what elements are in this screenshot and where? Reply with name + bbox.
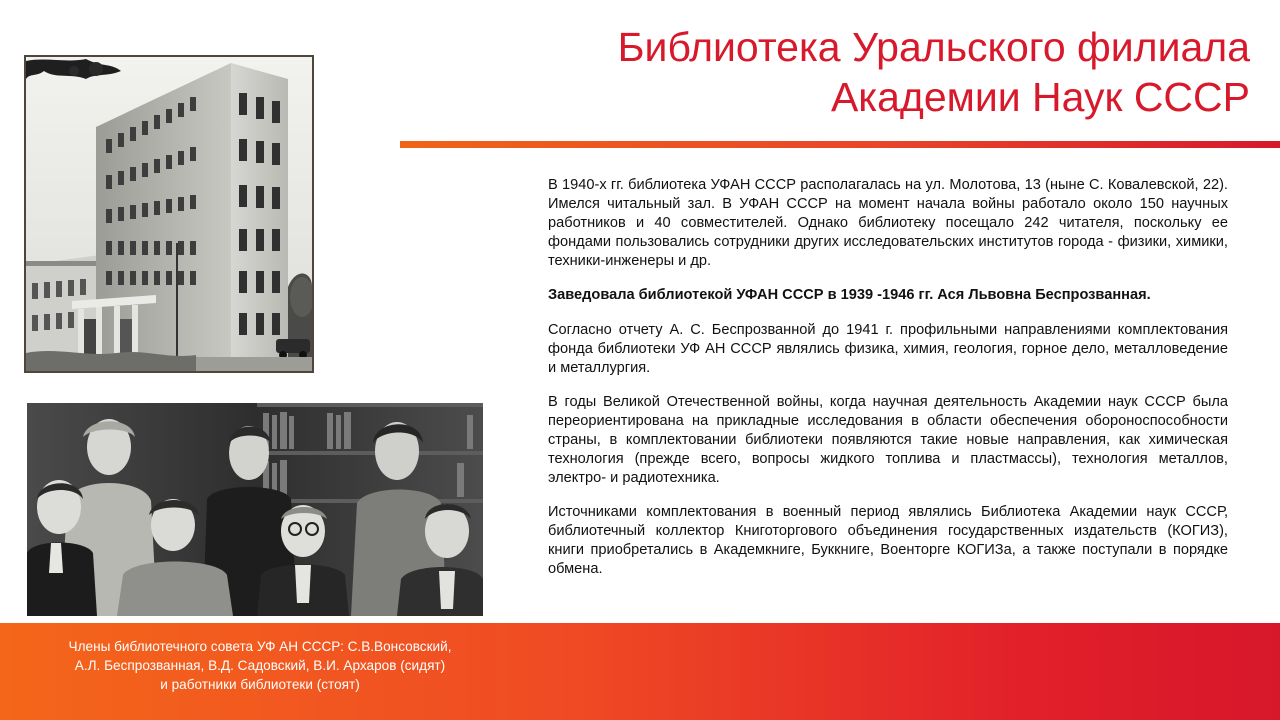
photo-caption xyxy=(0,637,520,694)
footer-band xyxy=(0,623,1280,720)
title-line-2: Академии Наук СССР xyxy=(830,74,1250,120)
paragraph-war-years: В годы Великой Отечественной войны, когда научная деятельность Академии наук СССР была переориентирована на прикладные исследования в области обеспечения обороноспособности страны, в комплектовании библиотеки появляются такие новые направления, как химическая технология (прежде всего, вопросы жидкого топлива и пластмассы), технология металлов, электро- и радиотехника. xyxy=(548,394,1228,486)
title-line-1: Библиотека Уральского филиала xyxy=(617,24,1250,70)
paragraph-acquisition-sources: Источниками комплектования в военный период являлись Библиотека Академии наук СССР, библиотечный коллектор Книготоргового объединения государственных издательств (КОГИЗ), книги приобретались в Академкниге, Буккниге, Военторге КОГИЗа, а также поступали в порядке обмена. xyxy=(548,504,1228,577)
caption-line-2: А.Л. Беспрозванная, В.Д. Садовский, В.И. Архаров (сидят) xyxy=(74,658,446,673)
caption-line-3: и работники библиотеки (стоят) xyxy=(160,677,360,692)
building-photo xyxy=(24,55,314,373)
page-title xyxy=(490,22,1250,122)
paragraph-location: В 1940-х гг. библиотека УФАН СССР располагалась на ул. Молотова, 13 (ныне С. Ковалевской, 22). Имелся читальный зал. В УФАН СССР на момент начала войны работало около 150 научных работников и 40 совместителей. Однако библиотеку посещало 242 читателя, поскольку ее фондами пользовались сотрудники других исследовательских институтов города - физики, химики, техники-инженеры и др. xyxy=(548,177,1228,269)
title-underline xyxy=(400,141,1280,148)
paragraph-profile-directions: Согласно отчету А. С. Беспрозванной до 1941 г. профильными направлениями комплектования фонда библиотеки УФ АН СССР являлись физика, химия, геология, горное дело, металловедение и металлургия. xyxy=(548,322,1228,376)
paragraph-head-librarian: Заведовала библиотекой УФАН СССР в 1939 -1946 гг. Ася Львовна Беспрозванная. xyxy=(548,287,1151,303)
caption-line-1: Члены библиотечного совета УФ АН СССР: С.В.Вонсовский, xyxy=(68,639,452,654)
group-photo xyxy=(27,403,483,616)
article-body xyxy=(548,176,1228,594)
